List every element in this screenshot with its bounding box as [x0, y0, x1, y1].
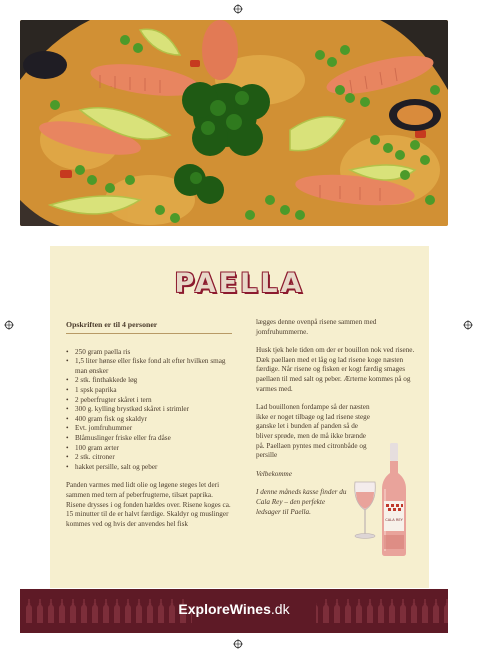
method-paragraph-4: Lad bouillonen fordampe så der næsten ikke er noget tilbage og lad risene stege ganske let i bunden af panden så de bliver sprøde, men de må ikke brænde på. Paellaen pyntes med citronbåde og persille: [256, 403, 370, 460]
wine-recommendation: I denne måneds kasse finder du Cala Rey – den perfekte ledsager til Paella.: [256, 488, 347, 516]
ingredient-list: [66, 348, 232, 473]
ingredient-item: • Blåmuslinger friske eller fra dåse: [66, 434, 232, 444]
wine-bottle-image: [381, 443, 407, 562]
ingredient-item: • 2 stk. citroner: [66, 453, 232, 463]
footer-band: [20, 589, 448, 633]
method-paragraph-1: Panden varmes med lidt olie og løgene steges let deri sammen med tern af peberfrugterne, tilsæt paprika. Risene drysses i og fonden hældes over. Risene koges ca. 15 minutter til de er halvt færdige. Skaldyr og muslinger kommes ved og hvis der anvendes hel fisk: [66, 481, 231, 528]
registration-mark-bottom: [233, 639, 243, 649]
ingredient-item: • 1,5 liter hønse eller fiske fond alt efter hvilken smag man ønsker: [66, 357, 232, 376]
explorewines-logo[interactable]: [20, 601, 448, 617]
registration-mark-right: [463, 320, 473, 330]
method-paragraph-3: Husk tjek hele tiden om der er bouillon nok ved risene. Dæk paellaen med et låg og lad risene koge næsten færdige. Når risene og fisken er kogt færdig smages paellaen til med salt og peber. Ærterne kommes på og varmes med.: [256, 346, 415, 393]
ingredient-item: • 2 stk. finthakkede løg: [66, 376, 232, 386]
wine-glass-image: [352, 480, 378, 545]
ingredient-item: • 400 gram fisk og skaldyr: [66, 415, 232, 425]
paella-photo: [20, 20, 448, 226]
bottle-label-text: CALA REY: [385, 518, 403, 522]
registration-mark-left: [4, 320, 14, 330]
signoff: Velbekomme: [256, 469, 292, 478]
brand-name: ExploreWines: [178, 601, 271, 617]
method-paragraph-2: lægges denne ovenpå risene sammen med jomfruhummerne.: [256, 318, 377, 336]
ingredient-item: • 2 peberfrugter skåret i tern: [66, 396, 232, 406]
recipe-title: PAELLA: [174, 268, 305, 299]
brand-domain: .dk: [270, 601, 290, 617]
ingredient-item: • 100 gram ærter: [66, 444, 232, 454]
registration-mark-top: [233, 4, 243, 14]
servings-subhead: Opskriften er til 4 personer: [66, 320, 232, 334]
ingredient-item: • 300 g. kylling brystkød skåret i strimler: [66, 405, 232, 415]
ingredient-item: • 250 gram paella ris: [66, 348, 232, 358]
ingredient-item: • hakket persille, salt og peber: [66, 463, 232, 473]
recipe-left-column: [66, 320, 232, 529]
ingredient-item: • Evt. jomfruhummer: [66, 424, 232, 434]
ingredient-item: • 1 spsk paprika: [66, 386, 232, 396]
